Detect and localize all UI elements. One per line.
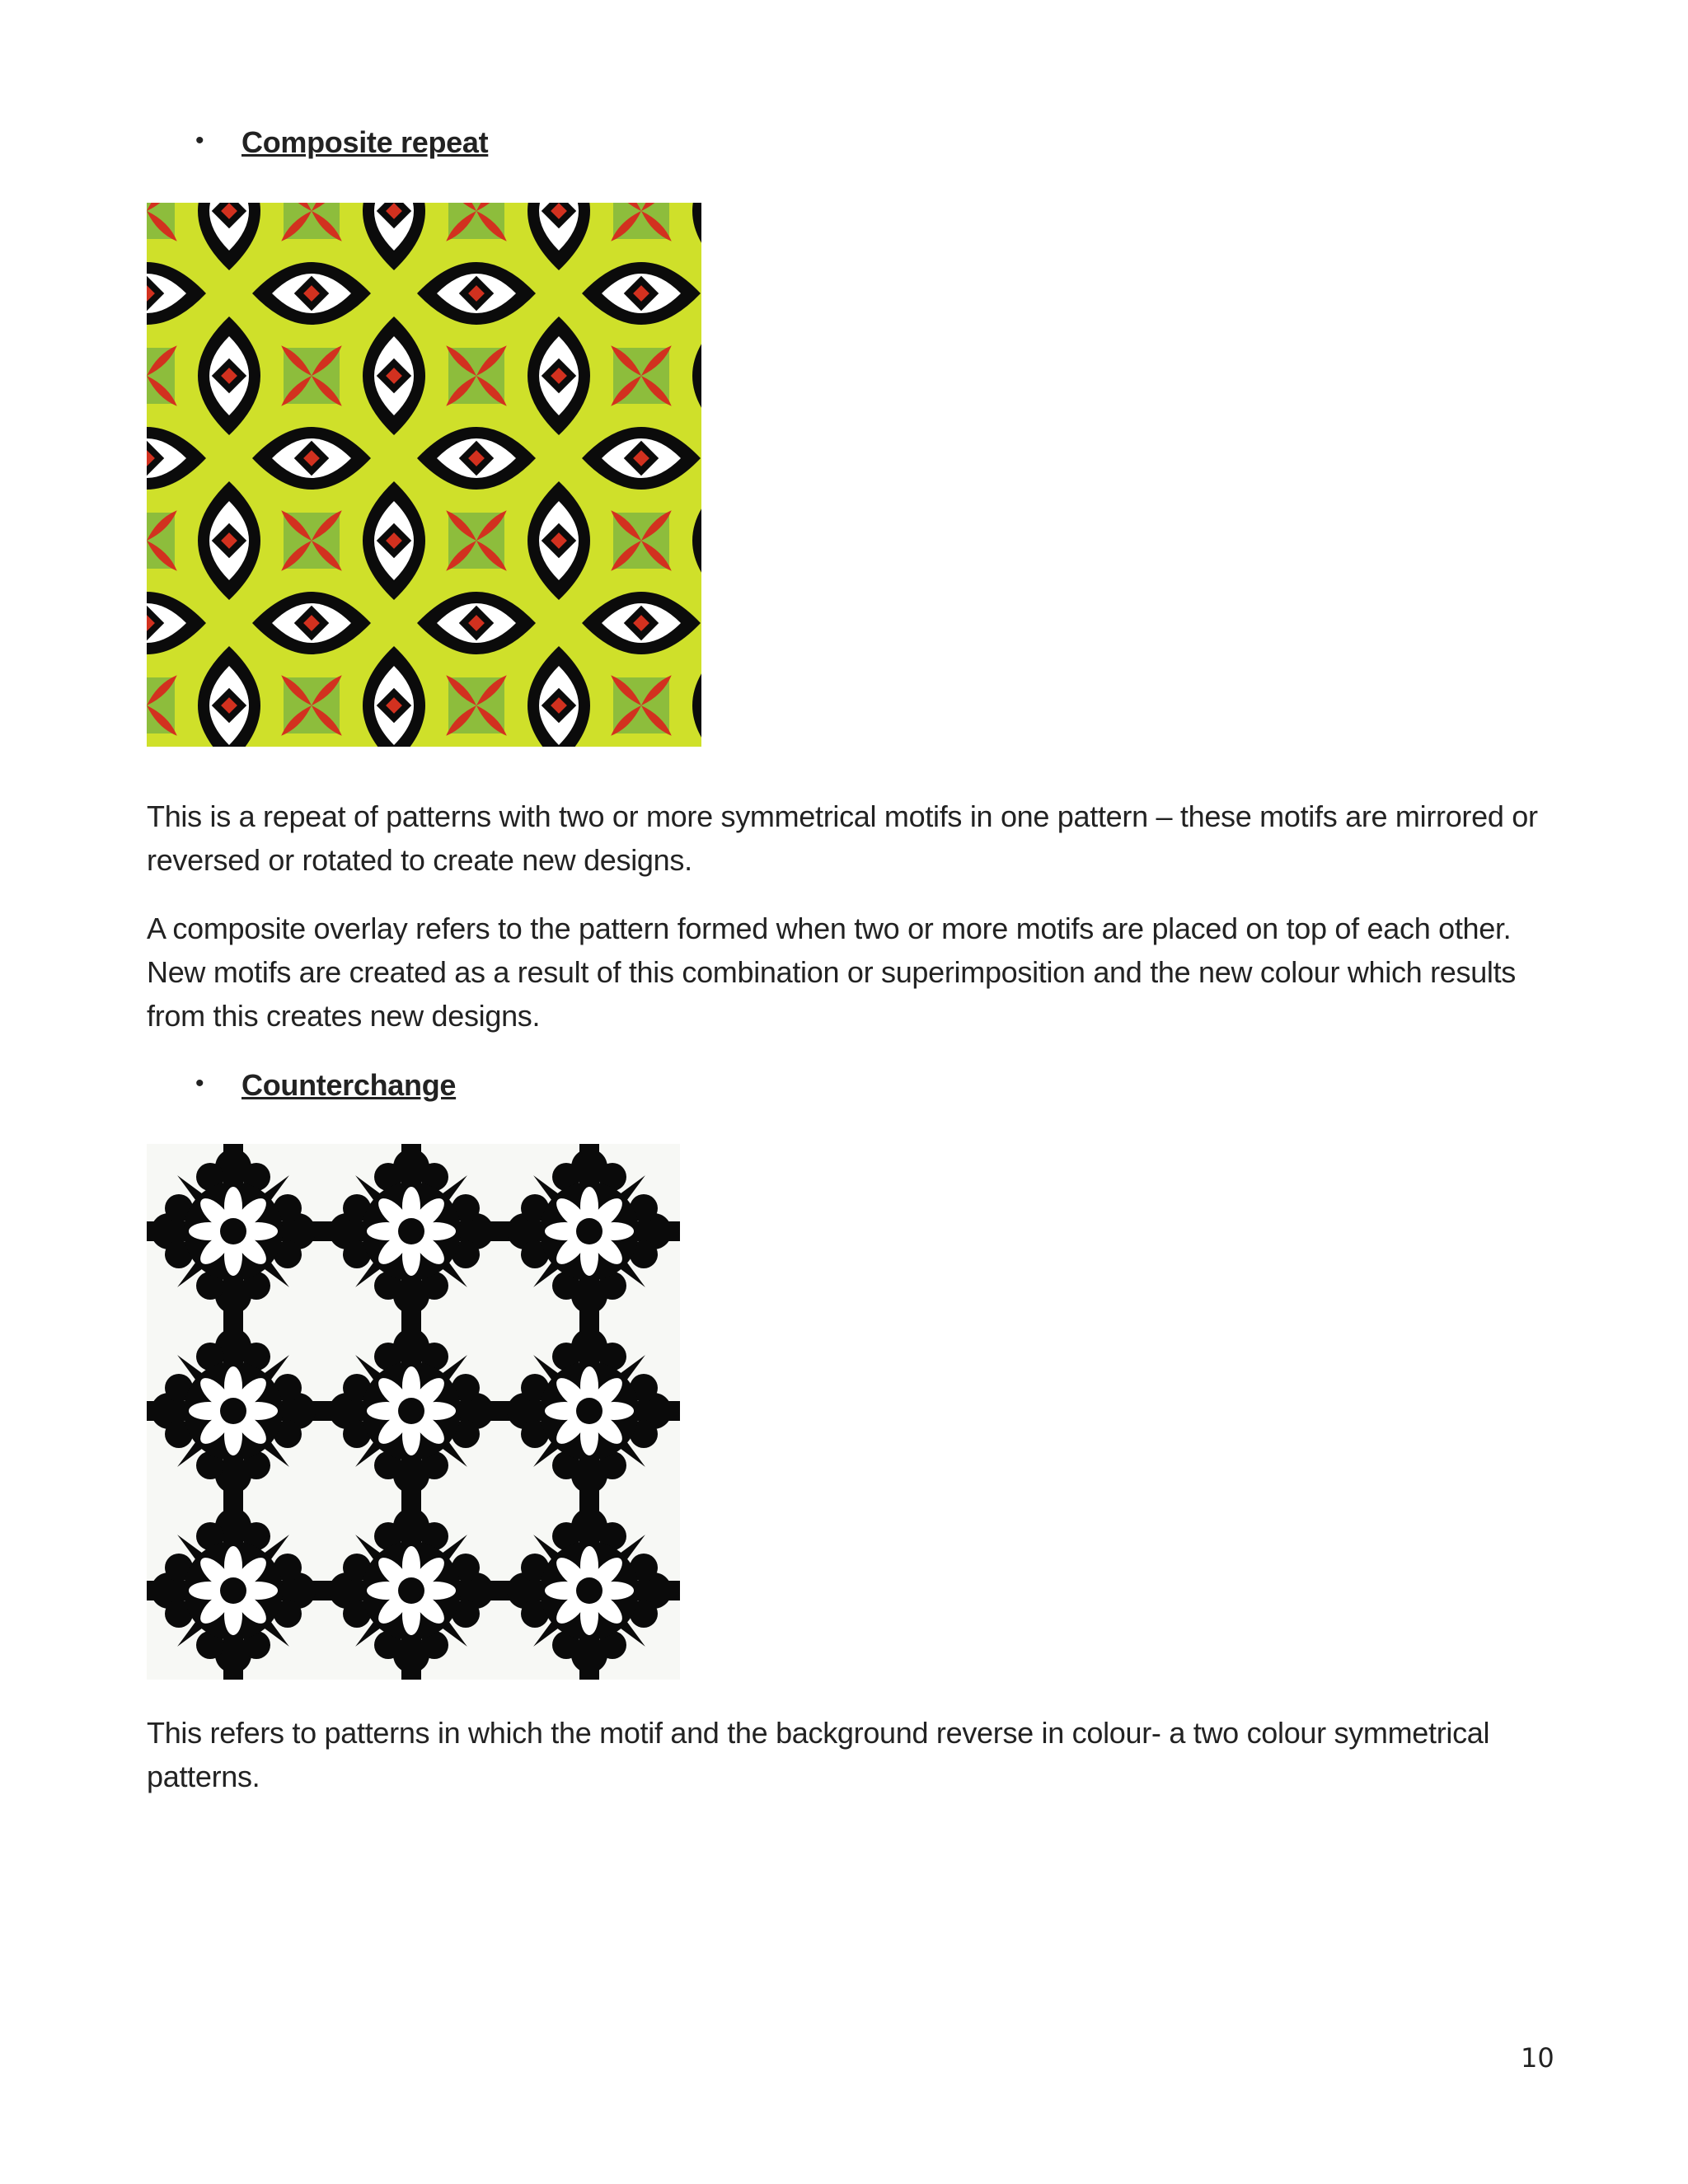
star-motif [443,673,510,739]
star-motif [443,343,510,410]
paragraph-composite-repeat-definition: This is a repeat of patterns with two or more symmetrical motifs in one pattern – these motifs are mirrored or reversed or rotated to create new designs. [147,799,1538,877]
star-motif [279,343,345,410]
star-motif [608,508,675,574]
bullet-dot: • [195,127,204,154]
composite-repeat-pattern-image [147,203,701,747]
bullet-dot: • [195,1070,204,1097]
section-heading-composite-repeat: Composite repeat [241,125,489,159]
star-motif [279,508,345,574]
star-motif [608,673,675,739]
star-motif [608,343,675,410]
star-motif [443,203,510,244]
star-motif [443,508,510,574]
paragraph-composite-overlay-definition: A composite overlay refers to the pattern formed when two or more motifs are placed on top of each other. New motifs are created as a result of this combination or superimposition and the new colour which results from this creates new designs. [147,912,1517,1033]
star-motif [279,673,345,739]
paragraph-counterchange-definition: This refers to patterns in which the motif and the background reverse in colour- a two colour symmetrical patterns. [147,1716,1490,1793]
star-motif [279,203,345,244]
page-number: 10 [1521,2042,1554,2074]
star-motif [608,203,675,244]
section-heading-counterchange: Counterchange [241,1068,457,1102]
counterchange-pattern-image [147,1144,680,1680]
